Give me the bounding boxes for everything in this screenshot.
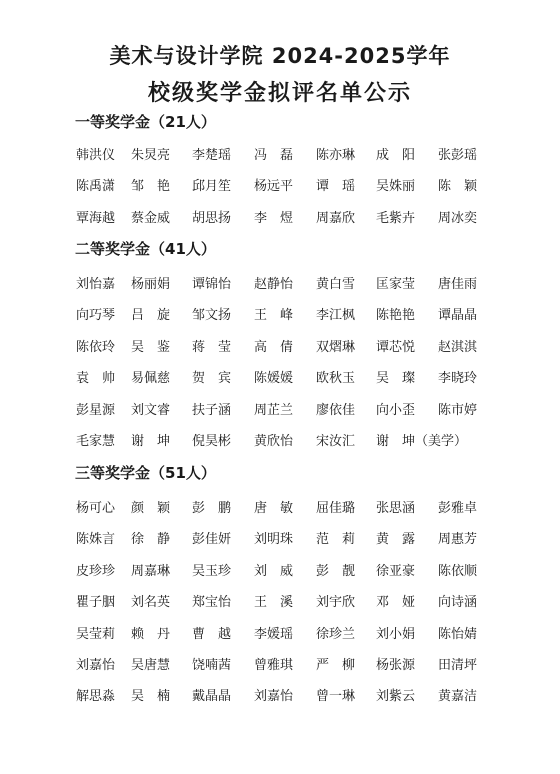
awardee-name: 毛家慧: [76, 433, 116, 449]
awardee-name: 向诗涵: [438, 595, 478, 611]
awardee-name: 刘紫云: [376, 689, 416, 705]
awardee-name: 陈依玲: [76, 339, 116, 355]
awardee-name: 解思淼: [76, 689, 116, 705]
awardee-name: 颜 颖: [131, 501, 171, 516]
awardee-name: 彭 鹏: [192, 501, 232, 516]
name-row: [76, 304, 496, 335]
awardee-name: 吴玉珍: [192, 563, 232, 579]
awardee-name: 胡思扬: [192, 210, 232, 226]
awardee-name: 吴 璨: [376, 371, 416, 387]
awardee-name: 吴莹莉: [76, 626, 116, 642]
awardee-name: 彭佳妍: [192, 532, 232, 548]
awardee-name: 吴 鉴: [131, 339, 171, 355]
awardee-name: 田清坪: [438, 657, 478, 673]
name-row: [76, 207, 496, 238]
awardee-name: 徐 静: [131, 532, 171, 548]
awardee-name: 严 柳: [316, 657, 356, 673]
name-row: [76, 623, 496, 654]
awardee-name: 向巧琴: [76, 308, 116, 324]
awardee-name: 刘明珠: [254, 532, 294, 548]
awardee-name: 李楚瑶: [192, 148, 232, 163]
awardee-name: 唐 敏: [254, 501, 294, 516]
awardee-name: 曹 越: [192, 626, 232, 642]
awardee-name: 蒋 莹: [192, 339, 232, 355]
awardee-name: 扶子涵: [192, 402, 232, 418]
name-row: [76, 430, 496, 461]
awardee-name: 刘小娟: [376, 626, 416, 642]
name-row: [76, 367, 496, 398]
awardee-name: 蔡金威: [131, 210, 171, 226]
section-heading-third-prize: 三等奖学金（51人）: [75, 464, 216, 482]
page-title-line2: 校级奖学金拟评名单公示: [147, 81, 412, 106]
awardee-name: 毛紫卉: [376, 210, 416, 226]
awardee-name: 陈市婷: [438, 402, 478, 418]
awardee-name: 刘嘉怡: [76, 657, 116, 673]
awardee-name: 刘宇欣: [316, 595, 356, 611]
name-row: [76, 497, 496, 528]
name-row: [76, 685, 496, 716]
awardee-name: 李 煜: [254, 210, 294, 226]
name-grid-third-prize: [76, 497, 496, 717]
awardee-name: 陈禹潇: [76, 179, 116, 195]
awardee-name: 冯 磊: [254, 148, 294, 163]
awardee-name: 邱月笙: [192, 179, 232, 195]
awardee-name: 李媛瑶: [254, 626, 294, 642]
awardee-name: 周惠芳: [438, 532, 478, 548]
awardee-name: 刘怡嘉: [76, 277, 116, 292]
awardee-name: 彭雅卓: [438, 501, 478, 516]
awardee-name: 谭芯悦: [376, 339, 416, 355]
awardee-name: 杨远平: [254, 179, 294, 195]
awardee-name: 周冰奕: [438, 210, 478, 226]
awardee-name: 向小歪: [376, 402, 416, 418]
awardee-name: 饶喃茜: [192, 657, 232, 673]
awardee-name: 谭晶晶: [438, 308, 478, 324]
awardee-name: 易佩慈: [131, 371, 171, 387]
awardee-name: 李江枫: [316, 308, 356, 324]
awardee-name: 唐佳雨: [438, 277, 478, 292]
awardee-name: 宋汝汇: [316, 433, 356, 449]
awardee-name: 曾雅琪: [254, 657, 294, 673]
awardee-name: 张彭瑶: [438, 148, 478, 163]
awardee-name: 邹 艳: [131, 179, 171, 195]
awardee-name: 韩洪仪: [76, 148, 116, 163]
awardee-name: 吴唐慧: [131, 657, 171, 673]
awardee-name: 吴 楠: [131, 689, 171, 705]
awardee-name: 陈依顺: [438, 563, 478, 579]
awardee-name: 廖依佳: [316, 402, 356, 418]
awardee-name: 谭锦怡: [192, 277, 232, 292]
name-row: [76, 144, 496, 175]
awardee-name: 徐亚豪: [376, 563, 416, 579]
awardee-name: 周芷兰: [254, 402, 294, 418]
page-title-line1: 美术与设计学院 2024-2025学年: [109, 44, 451, 68]
awardee-name: 贺 宾: [192, 371, 232, 387]
name-row: [76, 175, 496, 206]
awardee-name: 陈姝言: [76, 532, 116, 548]
awardee-name: 吕 旋: [131, 308, 171, 324]
awardee-name: 朱炅亮: [131, 148, 171, 163]
awardee-name: 吴姝丽: [376, 179, 416, 195]
awardee-name: 瞿子胭: [76, 595, 116, 611]
awardee-name: 黄欣怡: [254, 433, 294, 449]
awardee-name: 戴晶晶: [192, 689, 232, 705]
awardee-name: 赵淇淇: [438, 339, 478, 355]
name-row: [76, 528, 496, 559]
awardee-name: 高 倩: [254, 339, 294, 355]
awardee-name: 周嘉琳: [131, 563, 171, 579]
awardee-name: 刘 威: [254, 563, 294, 579]
awardee-name: 邓 娅: [376, 595, 416, 611]
awardee-name: 谢 坤（美学）: [376, 433, 468, 449]
awardee-name: 陈怡婧: [438, 626, 478, 642]
awardee-name: 倪昊彬: [192, 433, 232, 449]
awardee-name: 杨可心: [76, 501, 116, 516]
awardee-name: 赖 丹: [131, 626, 171, 642]
awardee-name: 杨丽娟: [131, 277, 171, 292]
awardee-name: 刘文睿: [131, 402, 171, 418]
awardee-name: 张思涵: [376, 501, 416, 516]
awardee-name: 彭星源: [76, 402, 116, 418]
awardee-name: 黄 露: [376, 532, 416, 548]
awardee-name: 邹文扬: [192, 308, 232, 324]
awardee-name: 郑宝怡: [192, 595, 232, 611]
awardee-name: 陈艳艳: [376, 308, 416, 324]
awardee-name: 赵静怡: [254, 277, 294, 292]
name-row: [76, 336, 496, 367]
awardee-name: 徐珍兰: [316, 626, 356, 642]
name-row: [76, 399, 496, 430]
awardee-name: 欧秋玉: [316, 371, 356, 387]
awardee-name: 刘嘉怡: [254, 689, 294, 705]
name-row: [76, 273, 496, 304]
awardee-name: 黄白雪: [316, 277, 356, 292]
awardee-name: 谢 坤: [131, 433, 171, 449]
awardee-name: 覃海越: [76, 210, 116, 226]
awardee-name: 袁 帅: [76, 371, 116, 387]
section-heading-second-prize: 二等奖学金（41人）: [75, 240, 216, 258]
awardee-name: 曾一琳: [316, 689, 356, 705]
section-heading-first-prize: 一等奖学金（21人）: [75, 113, 216, 131]
awardee-name: 李晓玲: [438, 371, 478, 387]
name-row: [76, 560, 496, 591]
awardee-name: 陈亦琳: [316, 148, 356, 163]
name-grid-second-prize: [76, 273, 496, 461]
awardee-name: 双熠琳: [316, 339, 356, 355]
awardee-name: 王 峰: [254, 308, 294, 324]
awardee-name: 刘名英: [131, 595, 171, 611]
awardee-name: 皮珍珍: [76, 563, 116, 579]
awardee-name: 陈 颖: [438, 179, 478, 195]
name-grid-first-prize: [76, 144, 496, 238]
awardee-name: 彭 靓: [316, 563, 356, 579]
name-row: [76, 654, 496, 685]
awardee-name: 谭 瑶: [316, 179, 356, 195]
awardee-name: 王 溪: [254, 595, 294, 611]
awardee-name: 黄嘉洁: [438, 689, 478, 705]
awardee-name: 屈佳璐: [316, 501, 356, 516]
awardee-name: 范 莉: [316, 532, 356, 548]
awardee-name: 陈媛媛: [254, 371, 294, 387]
awardee-name: 周嘉欣: [316, 210, 356, 226]
awardee-name: 杨张源: [376, 657, 416, 673]
name-row: [76, 591, 496, 622]
awardee-name: 成 阳: [376, 148, 416, 163]
awardee-name: 匡家莹: [376, 277, 416, 292]
